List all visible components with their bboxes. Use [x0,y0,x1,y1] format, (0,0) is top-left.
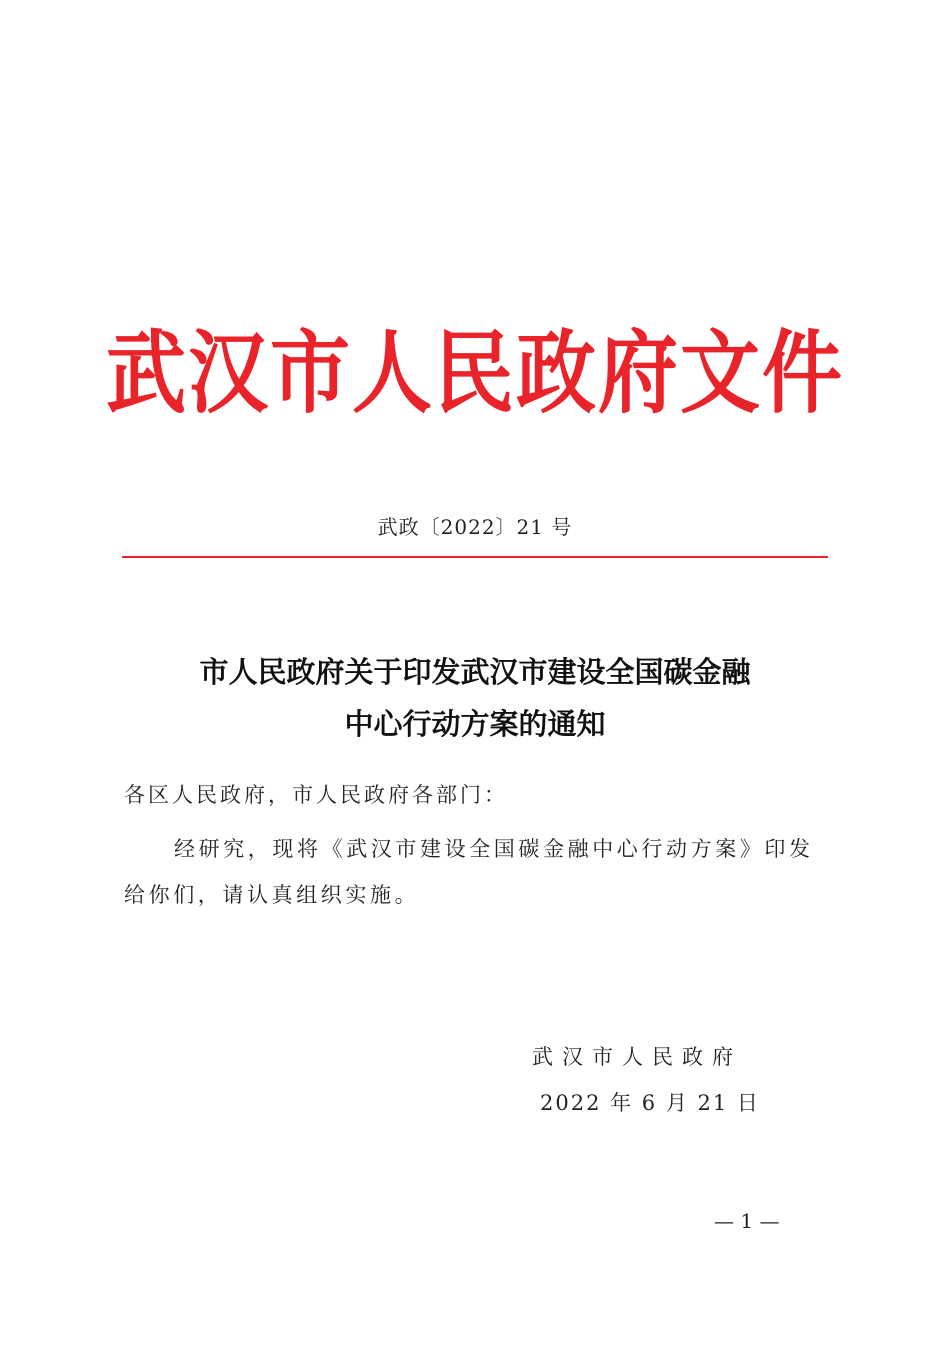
page-number: — 1 — [714,1209,780,1233]
issue-date: 2022 年 6 月 21 日 [540,1091,760,1115]
document-number: 武政〔2022〕21 号 [377,515,573,539]
document-title-line-1: 市人民政府关于印发武汉市建设全国碳金融 [199,655,751,689]
issuer-signature: 武汉市人民政府 [532,1045,742,1069]
red-divider-line [122,556,828,558]
document-title [0,646,950,750]
salutation: 各区人民政府，市人民政府各部门： [124,783,508,807]
masthead-title: 武汉市人民政府文件 [106,321,844,426]
body-paragraph: 经研究，现将《武汉市建设全国碳金融中心行动方案》印发给你们，请认真组织实施。 [124,837,814,907]
document-title-line-2: 中心行动方案的通知 [344,707,606,741]
